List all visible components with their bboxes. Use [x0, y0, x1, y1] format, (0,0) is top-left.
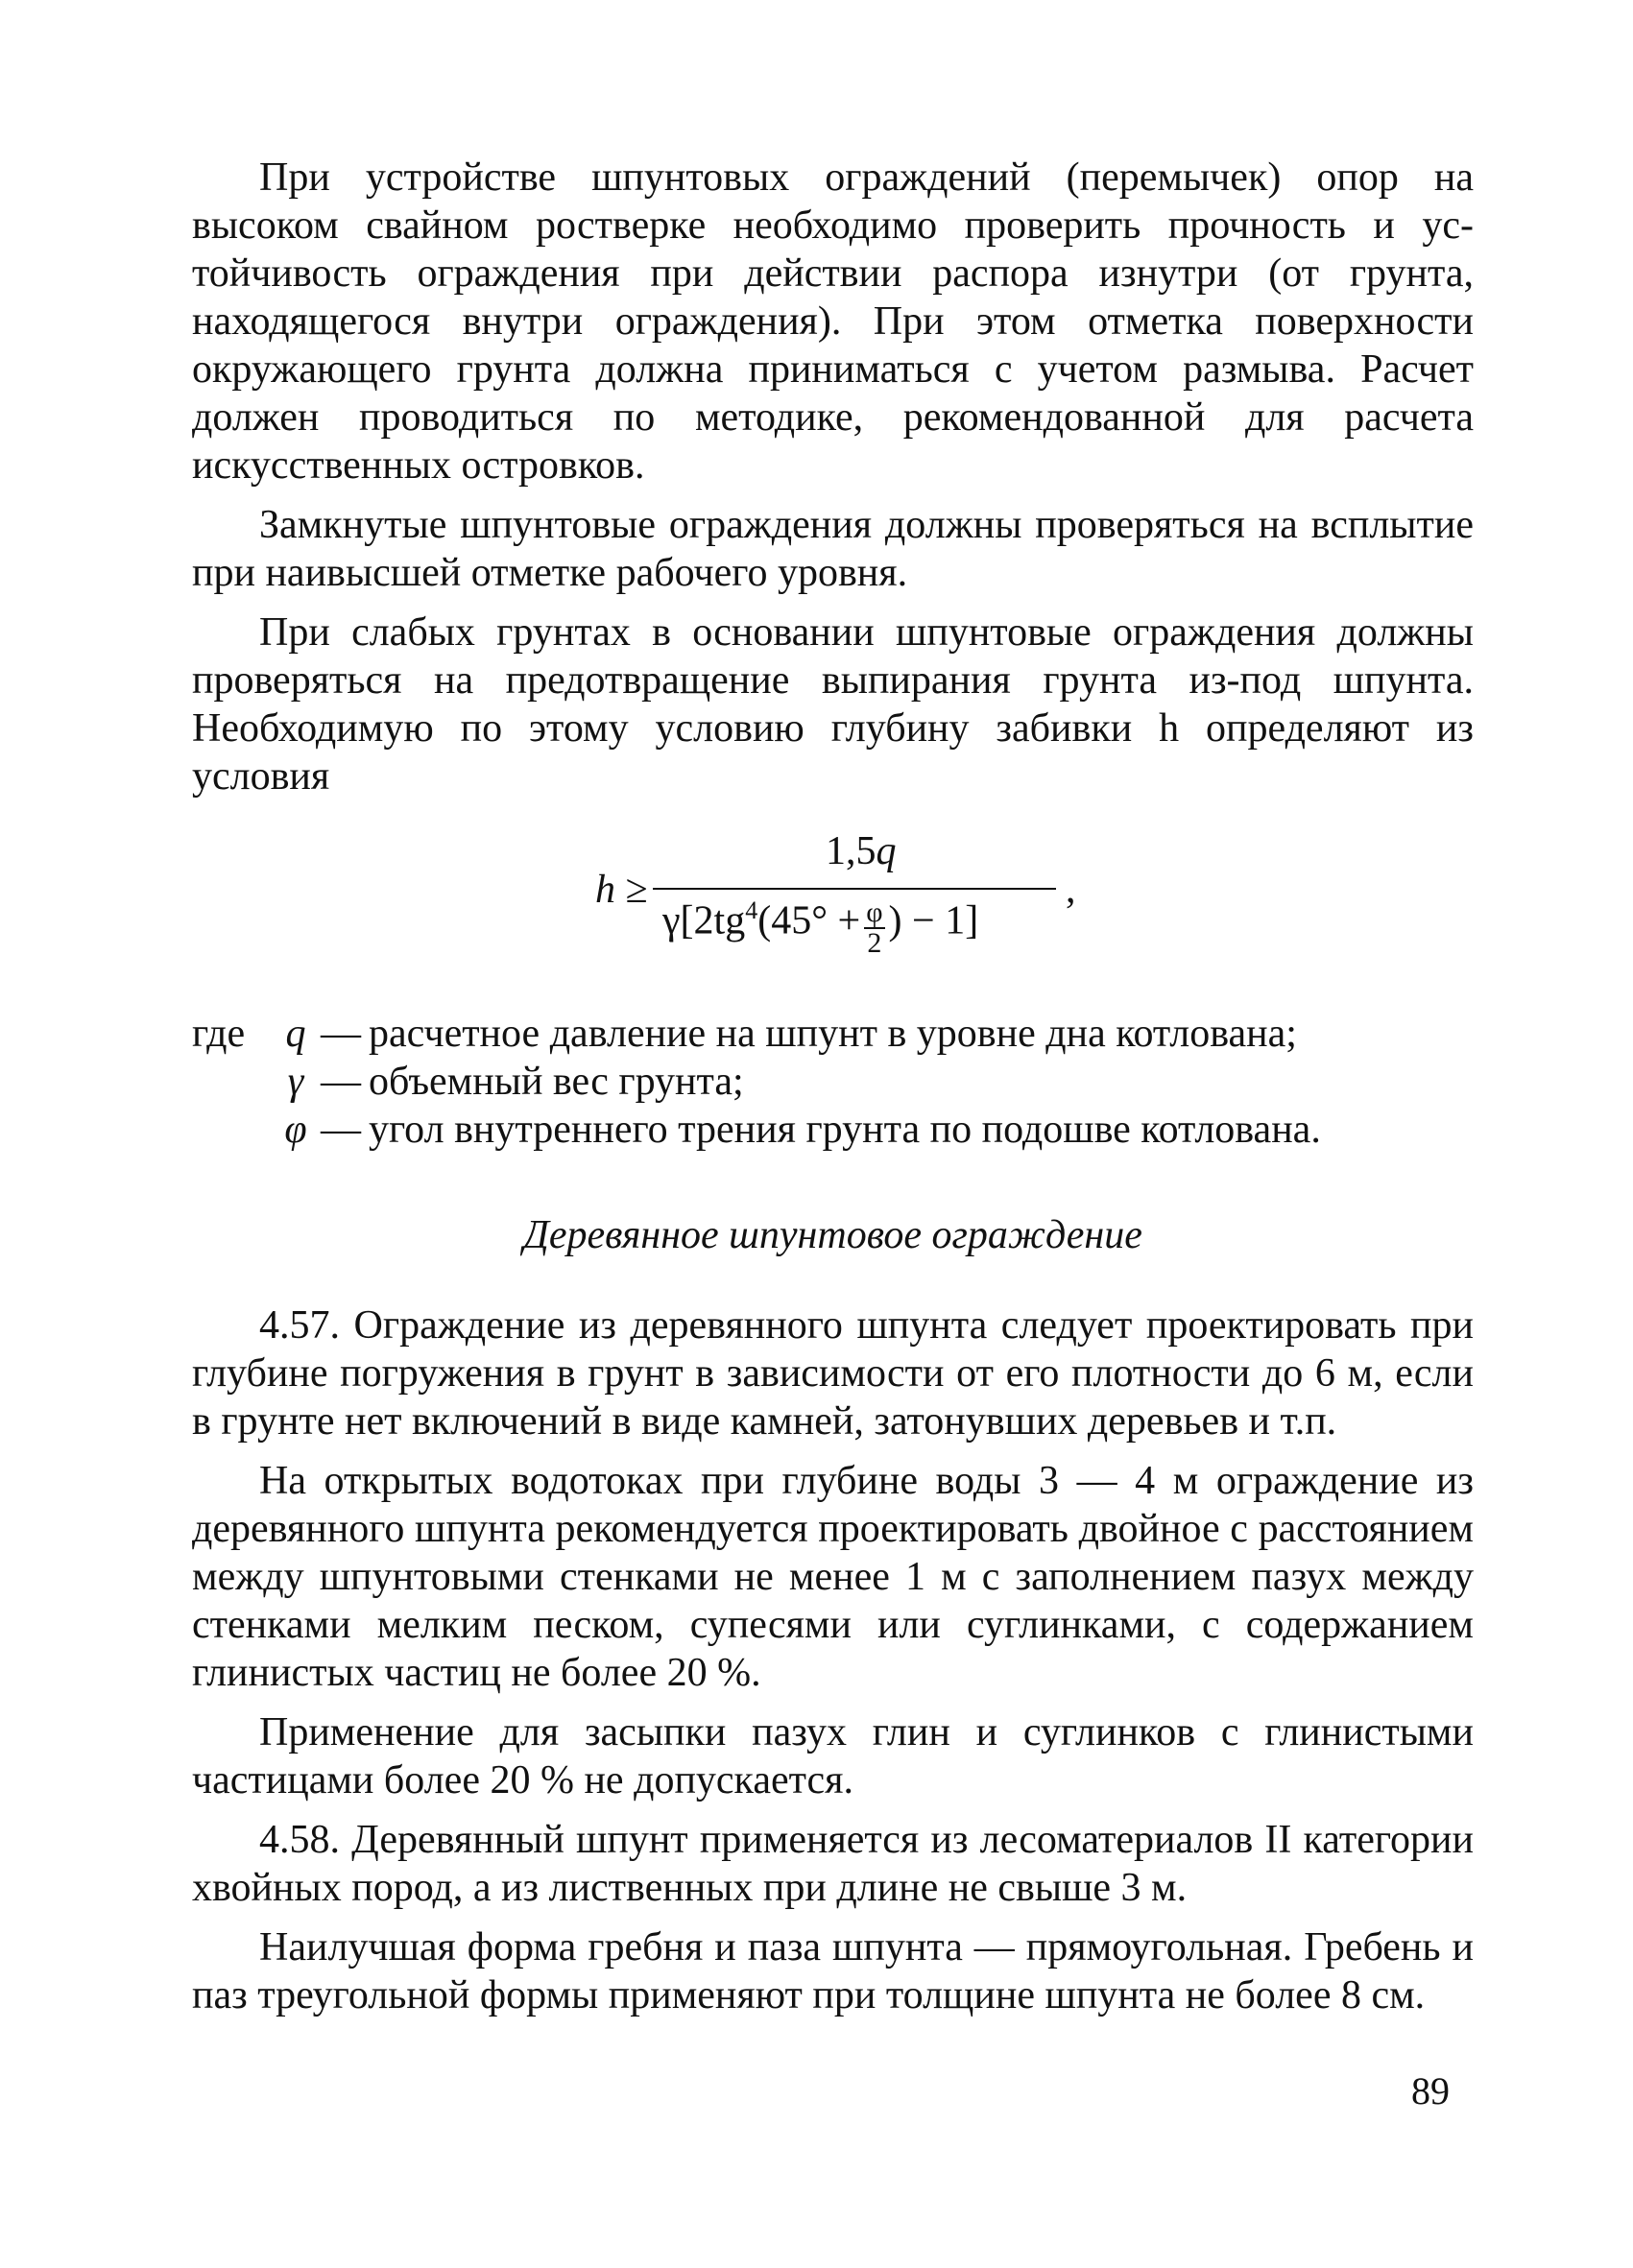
paragraph: Замкнутые шпунтовые ограждения должны проверяться на всплытие при наивысшей отметке рабочего уровня.	[192, 503, 1474, 595]
paragraph: Наилучшая форма гребня и паза шпунта — прямоугольная. Гребень и паз треугольной формы применяют при толщине шпунта не более 8 см.	[192, 1925, 1474, 2017]
definition-text: расчетное давление на шпунт в уровне дна котлована;	[369, 1012, 1297, 1056]
definition-text: угол внутреннего трения грунта по подошве котлована.	[369, 1108, 1321, 1152]
definition-dash: —	[321, 1012, 361, 1056]
formula-lhs	[595, 866, 648, 914]
formula-inner-frac-bottom: 2	[867, 927, 882, 959]
formula-denom-mid: (45° +	[757, 898, 861, 943]
formula-lhs-var: h	[595, 868, 615, 912]
definitions-list	[192, 1010, 1474, 1154]
paragraph: При слабых грунтах в основании шпунтовые ограждения должны проверяться на предотвращение выпирания грунта из-под шпунта. Необходимую по этому условию глубину забивки h определяют из условия	[192, 610, 1474, 799]
formula-denom-post: ) − 1]	[888, 898, 979, 943]
formula	[595, 827, 1094, 989]
page-number: 89	[1411, 2069, 1450, 2113]
definition-row	[192, 1010, 1474, 1058]
definitions-lead: где	[192, 1012, 246, 1056]
formula-trailing: ,	[1066, 868, 1076, 912]
formula-numerator-var: q	[876, 829, 897, 873]
formula-numerator	[826, 827, 897, 875]
paragraph: 4.58. Деревянный шпунт применяется из лесоматериалов II категории хвойных пород, а из лиственных при длине не свыше 3 м.	[192, 1818, 1474, 1910]
formula-lhs-op: ≥	[625, 868, 648, 912]
definition-symbol: γ	[287, 1060, 304, 1104]
definition-symbol: q	[285, 1012, 306, 1056]
formula-inner-frac-top: φ	[866, 896, 883, 928]
definition-text: объемный вес грунта;	[369, 1060, 744, 1104]
paragraph: 4.57. Ограждение из деревянного шпунта следует проектировать при глубине погружения в грунт в зависимости от его плотности до 6 м, если в грунте нет включений в виде камней, затонувших деревьев и т.п.	[192, 1303, 1474, 1444]
definition-symbol: φ	[284, 1108, 307, 1152]
definition-row	[192, 1106, 1474, 1154]
paragraph: На открытых водотоках при глубине воды 3 — 4 м ограждение из деревянного шпунта рекомендуется проектировать двойное с расстоянием между шпунтовыми стенками не менее 1 м с заполнением пазух между стенками мелким песком, супесями или суглинками, с содержанием глинистых частиц не более 20 %.	[192, 1459, 1474, 1695]
formula-numerator-coef: 1,5	[826, 829, 877, 873]
definition-dash: —	[321, 1108, 361, 1152]
paragraph: Применение для засыпки пазух глин и суглинков с глинистыми частицами более 20 % не допускается.	[192, 1710, 1474, 1802]
formula-denom-pre: γ[2tg	[662, 898, 746, 943]
paragraph: При устройстве шпунтовых ограждений (перемычек) опор на высоком свайном ростверке необходимо проверить прочность и устойчивость ограждения при действии распора изнутри (от грунта, находящегося внутри ограждения). При этом отметка поверхности окружающего грунта должна приниматься с учетом размыва. Расчет должен проводиться по методике, рекомендованной для расчета искусственных островков.	[192, 155, 1474, 488]
definition-dash: —	[321, 1060, 361, 1104]
formula-block	[192, 827, 1474, 989]
fraction-bar	[653, 888, 1056, 890]
section-heading: Деревянное шпунтовое ограждение	[523, 1213, 1142, 1257]
page-body	[192, 154, 1474, 2031]
formula-denom-exponent: 4	[745, 895, 758, 924]
formula-inner-fraction	[864, 898, 884, 958]
definition-row	[192, 1058, 1474, 1106]
formula-denominator	[662, 895, 979, 959]
